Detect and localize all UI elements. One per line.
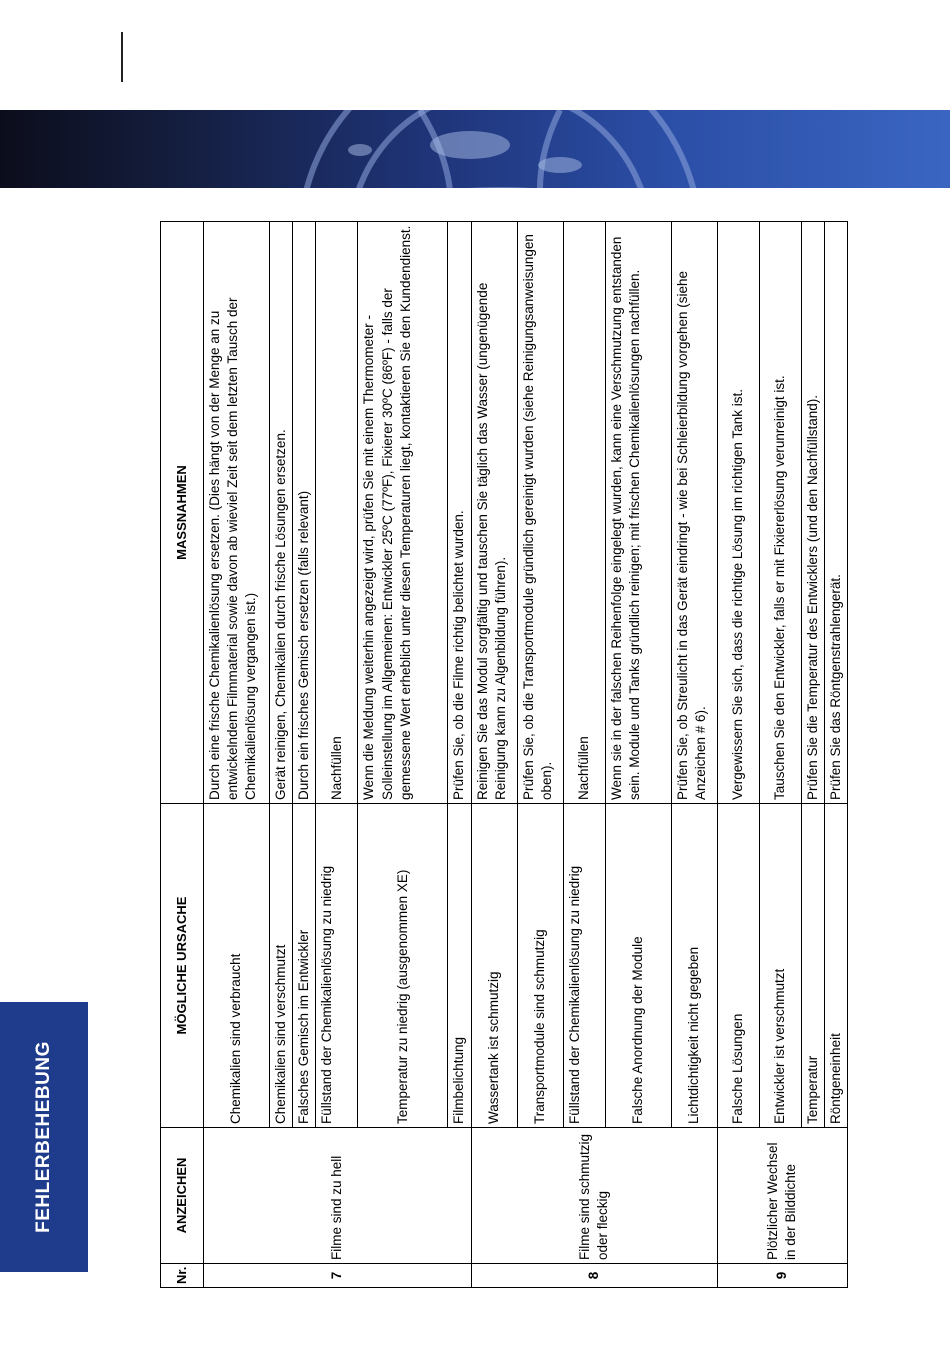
cause: Chemikalien sind verschmutzt: [270, 804, 293, 1128]
cause: Lichtdichtigkeit nicht gegeben: [671, 804, 717, 1128]
action: Durch eine frische Chemikalienlösung ersetzen. (Dies hängt von der Menge an zu entwickelndem Filmmaterial sowie davon ab wieviel Zeit seit dem letzten Tausch der Chemikalienlösung vergangen ist.): [204, 222, 270, 804]
action: Vergewissern Sie sich, dass die richtige Lösung im richtigen Tank ist.: [717, 222, 759, 804]
cause: Temperatur zu niedrig (ausgenommen XE): [358, 804, 448, 1128]
cause: Falsches Gemisch im Entwickler: [293, 804, 316, 1128]
action: Gerät reinigen, Chemikalien durch frische Lösungen ersetzen.: [270, 222, 293, 804]
globe-graphic: [0, 110, 950, 188]
action: Durch ein frisches Gemisch ersetzen (falls relevant): [293, 222, 316, 804]
table-header-row: [161, 222, 204, 1288]
cause: Füllstand der Chemikalienlösung zu niedrig: [316, 804, 358, 1128]
header-anzeichen: ANZEICHEN: [161, 1128, 204, 1264]
cause: Falsche Anordnung der Module: [605, 804, 671, 1128]
action: Reinigen Sie das Modul sorgfältig und tauschen Sie täglich das Wasser (ungenügende Reinigung kann zu Algenbildung führen).: [471, 222, 517, 804]
symptom: Plötzlicher Wechsel in der Bilddichte: [717, 1128, 847, 1264]
action: Prüfen Sie, ob Streulicht in das Gerät eindringt - wie bei Schleierbildung vorgehen (siehe Anzeichen # 6).: [671, 222, 717, 804]
troubleshooting-table: [160, 221, 848, 1288]
cause: Füllstand der Chemikalienlösung zu niedrig: [563, 804, 605, 1128]
cause: Entwickler ist verschmutzt: [759, 804, 801, 1128]
header-banner: [0, 110, 950, 188]
header-ursache: MÖGLICHE URSACHE: [161, 804, 204, 1128]
action: Prüfen Sie, ob die Transportmodule gründlich gereinigt wurden (siehe Reinigungsanweisungen oben).: [517, 222, 563, 804]
action: Tauschen Sie den Entwickler, falls er mit Fixiererlösung verunreinigt ist.: [759, 222, 801, 804]
action: Wenn die Meldung weiterhin angezeigt wird, prüfen Sie mit einem Thermometer - Solleinstellung im Allgemeinen: Entwickler 25ºC (77ºF), Fixierer 30ºC (86ºF) - falls der gemessene Wert erheblich unter diesen Temperaturen liegt, kontaktieren Sie den Kundendienst.: [358, 222, 448, 804]
cause: Chemikalien sind verbraucht: [204, 804, 270, 1128]
symptom: Filme sind schmutzig oder fleckig: [471, 1128, 717, 1264]
cause: Filmbelichtung: [448, 804, 471, 1128]
action: Wenn sie in der falschen Reihenfolge eingelegt wurden, kann eine Verschmutzung entstanden sein. Module und Tanks gründlich reinigen; mit frischen Chemikalienlösungen nachfüllen.: [605, 222, 671, 804]
header-massnahmen: MASSNAHMEN: [161, 222, 204, 804]
action: Prüfen Sie, ob die Filme richtig belichtet wurden.: [448, 222, 471, 804]
cause: Temperatur: [801, 804, 824, 1128]
crop-mark: [121, 32, 123, 82]
action: Nachfüllen: [316, 222, 358, 804]
section-tab-label: FEHLERBEHEBUNG: [33, 1041, 54, 1233]
table-row: [471, 222, 517, 1288]
action: Prüfen Sie die Temperatur des Entwicklers (und den Nachfüllstand).: [801, 222, 824, 804]
cause: Falsche Lösungen: [717, 804, 759, 1128]
table-row: [717, 222, 759, 1288]
action: Nachfüllen: [563, 222, 605, 804]
row-number: 8: [471, 1264, 717, 1288]
header-nr: Nr.: [161, 1264, 204, 1288]
troubleshooting-table-container: [160, 222, 843, 1288]
table-row: [204, 222, 270, 1288]
section-tab: [0, 1002, 88, 1272]
action: Prüfen Sie das Röntgenstrahlengerät.: [824, 222, 847, 804]
cause: Wassertank ist schmutzig: [471, 804, 517, 1128]
cause: Transportmodule sind schmutzig: [517, 804, 563, 1128]
symptom: Filme sind zu hell: [204, 1128, 472, 1264]
cause: Röntgeneinheit: [824, 804, 847, 1128]
row-number: 7: [204, 1264, 472, 1288]
row-number: 9: [717, 1264, 847, 1288]
